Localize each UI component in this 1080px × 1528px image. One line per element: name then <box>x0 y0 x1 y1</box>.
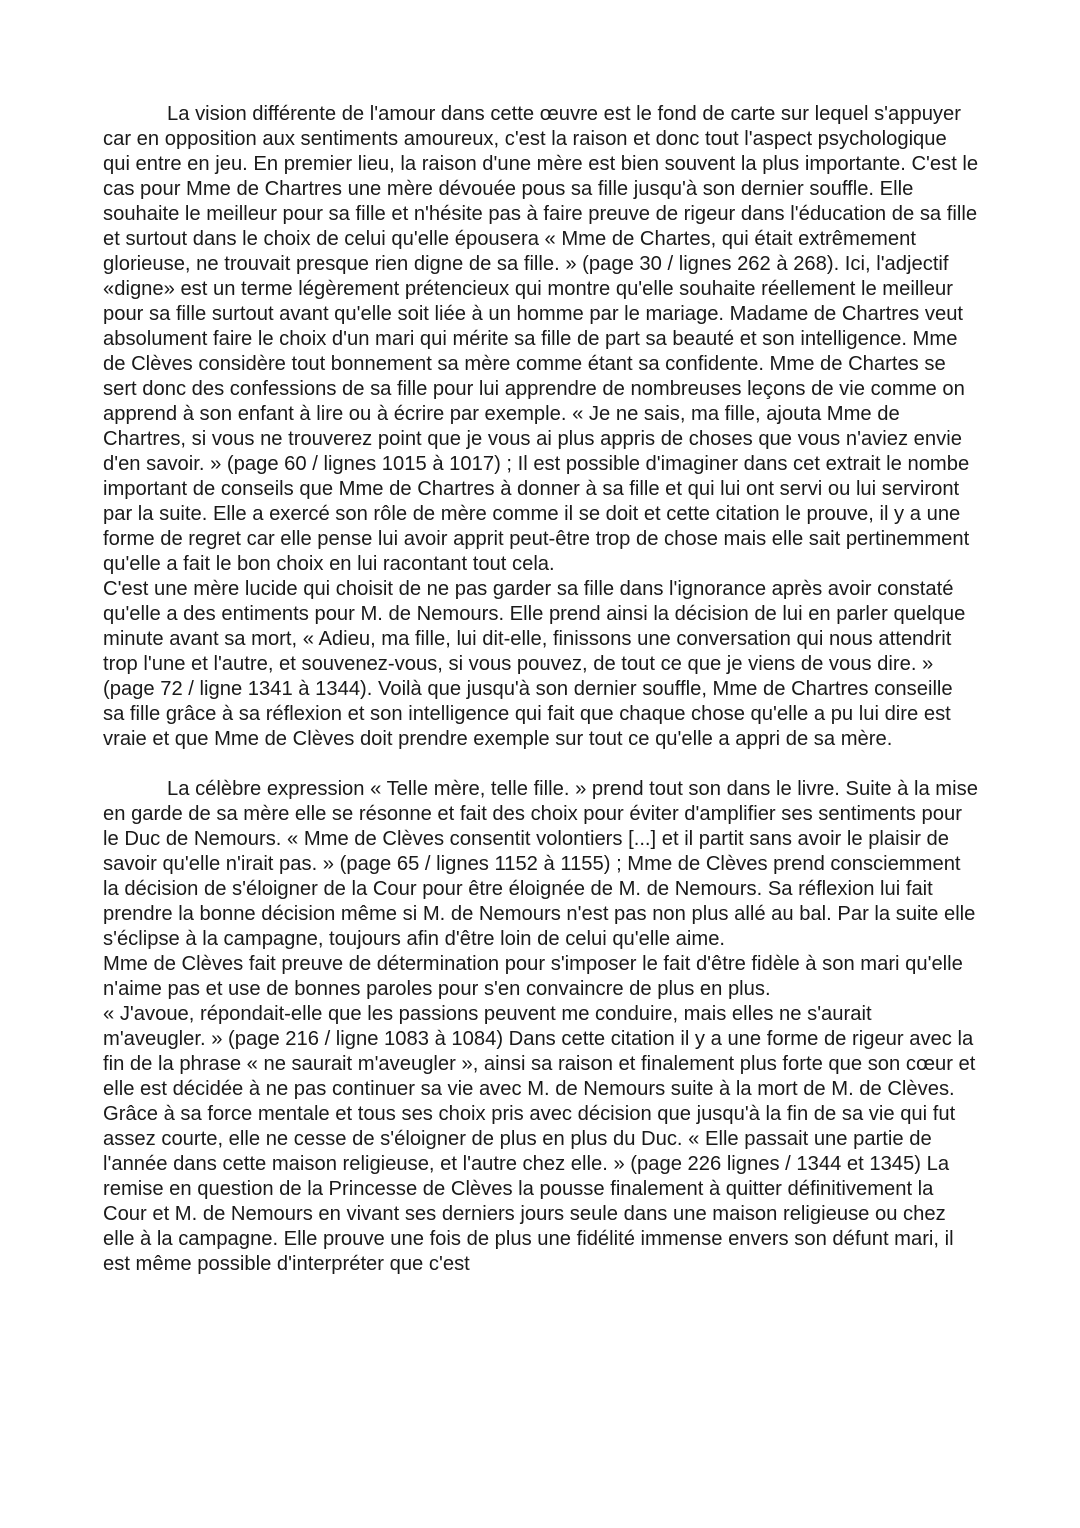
paragraph-telle-mere: La célèbre expression « Telle mère, telle fille. » prend tout son dans le livre. Suite à la mise en garde de sa mère elle se résonne et fait des choix pour éviter d'amplifier ses sentiments pour le Duc de Nemours. « Mme de Clèves consentit volontiers [...] et il partit sans avoir le plaisir de savoir qu'elle n'irait pas. » (page 65 / lignes 1152 à 1155) ; Mme de Clèves prend consciemment la décision de s'éloigner de la Cour pour être éloignée de M. de Nemours. Sa réflexion lui fait prendre la bonne décision même si M. de Nemours n'est pas non plus allé au bal. Par la suite elle s'éclipse à la campagne, toujours afin d'être loin de celui qu'elle aime. <box>103 778 978 950</box>
paragraph-spacer <box>103 752 979 777</box>
paragraph-lucid-mother: C'est une mère lucide qui choisit de ne pas garder sa fille dans l'ignorance après avoir constaté qu'elle a des entiments pour M. de Nemours. Elle prend ainsi la décision de lui en parler quelque minute avant sa mort, « Adieu, ma fille, lui dit-elle, finissons une conversation qui nous attendrit trop l'une et l'autre, et souvenez-vous, si vous pouvez, de tout ce que je viens de vous dire. » (page 72 / ligne 1341 à 1344). Voilà que jusqu'à son dernier souffle, Mme de Chartres conseille sa fille grâce à sa réflexion et son intelligence qui fait que chaque chose qu'elle a pu lui dire est vraie et que Mme de Clèves doit prendre exemple sur tout ce qu'elle a appri de sa mère. <box>103 578 966 750</box>
paragraph-force-mentale: Grâce à sa force mentale et tous ses choix pris avec décision que jusqu'à la fin de sa vie qui fut assez courte, elle ne cesse de s'éloigner de plus en plus du Duc. « Elle passait une partie de l'année dans cette maison religieuse, et l'autre chez elle. » (page 226 lignes / 1344 et 1345) La remise en question de la Princesse de Clèves la pousse finalement à quitter définitivement la Cour et M. de Nemours en vivant ses derniers jours seule dans une maison religieuse ou chez elle à la campagne. Elle prouve une fois de plus une fidélité immense envers son défunt mari, il est même possible d'interpréter que c'est <box>103 1103 956 1275</box>
paragraph-quote-avoue: « J'avoue, répondait-elle que les passions peuvent me conduire, mais elles ne s'aurait m'aveugler. » (page 216 / ligne 1083 à 1084) Dans cette citation il y a une forme de rigeur avec la fin de la phrase « ne saurait m'aveugler », ainsi sa raison et finalement plus forte que son cœur et elle est décidée à ne pas continuer sa vie avec M. de Nemours suite à la mort de M. de Clèves. <box>103 1003 976 1100</box>
paragraph-determination: Mme de Clèves fait preuve de détermination pour s'imposer le fait d'être fidèle à son mari qu'elle n'aime pas et use de bonnes paroles pour s'en convaincre de plus en plus. <box>103 953 963 1000</box>
document-page <box>103 102 979 1277</box>
paragraph-intro: La vision différente de l'amour dans cette œuvre est le fond de carte sur lequel s'appuyer car en opposition aux sentiments amoureux, c'est la raison et donc tout l'aspect psychologique qui entre en jeu. En premier lieu, la raison d'une mère est bien souvent la plus importante. C'est le cas pour Mme de Chartres une mère dévouée pous sa fille jusqu'à son dernier souffle. Elle souhaite le meilleur pour sa fille et n'hésite pas à faire preuve de rigeur dans l'éducation de sa fille et surtout dans le choix de celui qu'elle épousera « Mme de Chartes, qui était extrêmement glorieuse, ne trouvait presque rien digne de sa fille. » (page 30 / lignes 262 à 268). Ici, l'adjectif «digne» est un terme légèrement prétencieux qui montre qu'elle souhaite réellement le meilleur pour sa fille surtout avant qu'elle soit liée à un homme par le mariage. Madame de Chartres veut absolument faire le choix d'un mari qui mérite sa fille de part sa beauté et son intelligence. Mme de Clèves considère tout bonnement sa mère comme étant sa confidente. Mme de Chartes se sert donc des confessions de sa fille pour lui apprendre de nombreuses leçons de vie comme on apprend à son enfant à lire ou à écrire par exemple. « Je ne sais, ma fille, ajouta Mme de Chartres, si vous ne trouverez point que je vous ai plus appris de choses que vous n'aviez envie d'en savoir. » (page 60 / lignes 1015 à 1017) ; Il est possible d'imaginer dans cet extrait le nombe important de conseils que Mme de Chartres à donner à sa fille et qui lui ont servi ou lui serviront par la suite. Elle a exercé son rôle de mère comme il se doit et cette citation le prouve, il y a une forme de regret car elle pense lui avoir apprit peut-être trop de chose mais elle sait pertinemment qu'elle a fait le bon choix en lui racontant tout cela. <box>103 103 979 575</box>
